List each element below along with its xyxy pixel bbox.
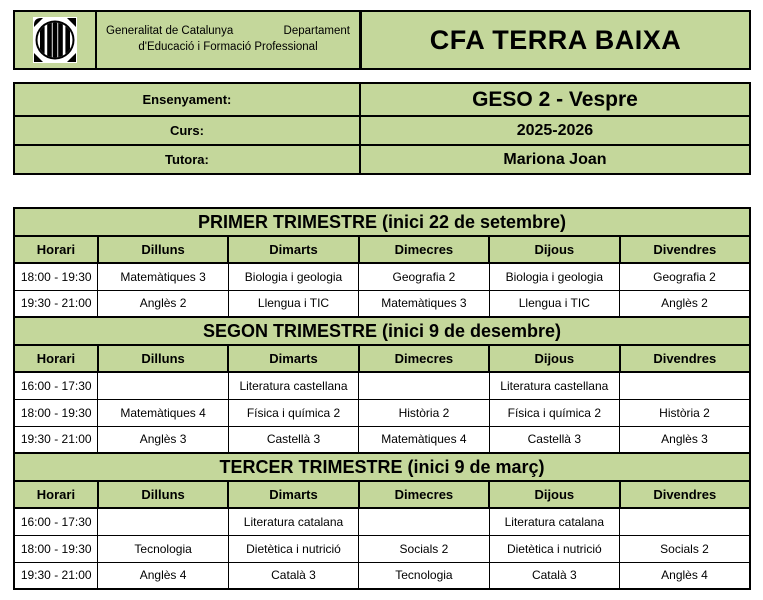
section-title: SEGON TRIMESTRE (inici 9 de desembre): [14, 317, 750, 345]
day-header-row: [14, 236, 750, 263]
subject-cell: Física i química 2: [228, 399, 358, 426]
section-title: PRIMER TRIMESTRE (inici 22 de setembre): [14, 208, 750, 236]
time-cell: 16:00 - 17:30: [14, 508, 98, 535]
schedule-table: [13, 207, 751, 590]
info-row: [14, 145, 750, 174]
day-header-cell: Dimarts: [228, 481, 358, 508]
day-header-row: [14, 345, 750, 372]
info-row: [14, 83, 750, 116]
info-label-tutora: Tutora:: [14, 145, 360, 174]
schedule-row: [14, 372, 750, 399]
subject-cell: Socials 2: [620, 535, 750, 562]
time-cell: 19:30 - 21:00: [14, 562, 98, 589]
subject-cell: Socials 2: [359, 535, 489, 562]
section-title-row: [14, 317, 750, 345]
day-header-cell: Dilluns: [98, 236, 228, 263]
subject-cell: Literatura castellana: [228, 372, 358, 399]
subject-cell: Geografia 2: [359, 263, 489, 290]
day-header-cell: Horari: [14, 481, 98, 508]
subject-cell: Dietètica i nutrició: [228, 535, 358, 562]
subject-cell: [620, 372, 750, 399]
day-header-cell: Dilluns: [98, 345, 228, 372]
subject-cell: Dietètica i nutrició: [489, 535, 619, 562]
subject-cell: [98, 372, 228, 399]
subject-cell: Història 2: [620, 399, 750, 426]
subject-cell: [620, 508, 750, 535]
section-title-row: [14, 453, 750, 481]
department-subtitle: d'Educació i Formació Professional: [138, 41, 318, 53]
time-cell: 16:00 - 17:30: [14, 372, 98, 399]
day-header-cell: Dijous: [489, 481, 619, 508]
subject-cell: Història 2: [359, 399, 489, 426]
generalitat-logo-icon: [33, 17, 77, 63]
subject-cell: Català 3: [489, 562, 619, 589]
subject-cell: Anglès 3: [98, 426, 228, 453]
info-value-ensenyament: GESO 2 - Vespre: [360, 83, 750, 116]
schedule-row: [14, 535, 750, 562]
subject-cell: Anglès 4: [620, 562, 750, 589]
day-header-cell: Dijous: [489, 236, 619, 263]
subject-cell: Català 3: [228, 562, 358, 589]
subject-cell: Literatura castellana: [489, 372, 619, 399]
schedule-row: [14, 263, 750, 290]
department-name-cell: [97, 12, 362, 68]
time-cell: 19:30 - 21:00: [14, 290, 98, 317]
subject-cell: Castellà 3: [228, 426, 358, 453]
document-header: [13, 10, 751, 70]
subject-cell: Anglès 3: [620, 426, 750, 453]
schedule-row: [14, 562, 750, 589]
info-value-tutora: Mariona Joan: [360, 145, 750, 174]
subject-cell: Geografia 2: [620, 263, 750, 290]
day-header-cell: Divendres: [620, 236, 750, 263]
subject-cell: Anglès 2: [620, 290, 750, 317]
subject-cell: Tecnologia: [98, 535, 228, 562]
schedule-row: [14, 290, 750, 317]
org-name: Generalitat de Catalunya: [106, 25, 234, 38]
subject-cell: [98, 508, 228, 535]
info-label-curs: Curs:: [14, 116, 360, 145]
day-header-row: [14, 481, 750, 508]
info-value-curs: 2025-2026: [360, 116, 750, 145]
schedule-row: [14, 508, 750, 535]
subject-cell: Física i química 2: [489, 399, 619, 426]
time-cell: 18:00 - 19:30: [14, 263, 98, 290]
subject-cell: [359, 508, 489, 535]
info-row: [14, 116, 750, 145]
subject-cell: Llengua i TIC: [228, 290, 358, 317]
subject-cell: Llengua i TIC: [489, 290, 619, 317]
course-info-table: [13, 82, 751, 175]
school-title: CFA TERRA BAIXA: [429, 24, 682, 55]
day-header-cell: Dimarts: [228, 236, 358, 263]
subject-cell: Literatura catalana: [228, 508, 358, 535]
section-title: TERCER TRIMESTRE (inici 9 de març): [14, 453, 750, 481]
subject-cell: Biologia i geologia: [489, 263, 619, 290]
subject-cell: Matemàtiques 4: [98, 399, 228, 426]
logo-cell: [15, 12, 97, 68]
department-word: Departament: [283, 25, 350, 38]
schedule-row: [14, 426, 750, 453]
subject-cell: [359, 372, 489, 399]
section-title-row: [14, 208, 750, 236]
day-header-cell: Dimecres: [359, 345, 489, 372]
subject-cell: Tecnologia: [359, 562, 489, 589]
subject-cell: Anglès 4: [98, 562, 228, 589]
day-header-cell: Dilluns: [98, 481, 228, 508]
time-cell: 18:00 - 19:30: [14, 535, 98, 562]
subject-cell: Matemàtiques 3: [98, 263, 228, 290]
subject-cell: Matemàtiques 3: [359, 290, 489, 317]
day-header-cell: Dijous: [489, 345, 619, 372]
time-cell: 19:30 - 21:00: [14, 426, 98, 453]
day-header-cell: Dimecres: [359, 236, 489, 263]
info-label-ensenyament: Ensenyament:: [14, 83, 360, 116]
subject-cell: Anglès 2: [98, 290, 228, 317]
day-header-cell: Horari: [14, 236, 98, 263]
subject-cell: Castellà 3: [489, 426, 619, 453]
schedule-body: [14, 208, 750, 589]
schedule-row: [14, 399, 750, 426]
subject-cell: Matemàtiques 4: [359, 426, 489, 453]
subject-cell: Biologia i geologia: [228, 263, 358, 290]
day-header-cell: Divendres: [620, 345, 750, 372]
subject-cell: Literatura catalana: [489, 508, 619, 535]
time-cell: 18:00 - 19:30: [14, 399, 98, 426]
day-header-cell: Dimarts: [228, 345, 358, 372]
day-header-cell: Horari: [14, 345, 98, 372]
day-header-cell: Divendres: [620, 481, 750, 508]
day-header-cell: Dimecres: [359, 481, 489, 508]
